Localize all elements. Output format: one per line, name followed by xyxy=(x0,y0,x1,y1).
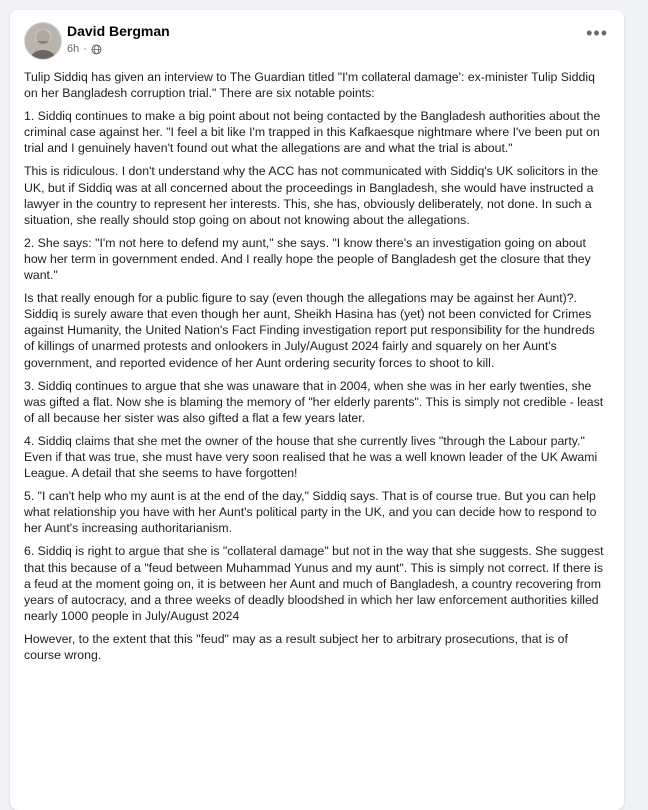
post-paragraph: Is that really enough for a public figure to say (even though the allegations may be against her Aunt)?. Siddiq is surely aware that even though her aunt, Sheikh Hasina has (yet) not been convicted for Crimes against Humanity, the United Nation's Fact Finding investigation report put responsibility for the hundreds of killings of unarmed protests and onlookers in July/August 2024 fairly and squarely on her Aunt's government, and reported evidence of her Aunt ordering security forces to shoot to kill. xyxy=(24,291,595,370)
post-paragraph: However, to the extent that this "feud" may as a result subject her to arbitrary prosecutions, that is of course wrong. xyxy=(24,631,568,662)
post-paragraph: 2. She says: "I'm not here to defend my aunt," she says. "I know there's an investigation going on about how her term in government ended. And I really hope the people of Bangladesh get the closure that they want." xyxy=(24,235,591,283)
post-paragraph: 6. Siddiq is right to argue that she is "collateral damage" but not in the way that she suggests. She suggest that this because of a "feud between Muhammad Yunus and my aunt". This is simply not correct. If there is a feud at the moment going on, it is between her Aunt and much of Bangladesh, a country recovering from years of autocracy, and a three weeks of deadly bloodshed in which her law enforcement authorities killed nearly 1000 people in July/August 2024 xyxy=(24,544,604,623)
author-name[interactable]: David Bergman xyxy=(67,23,170,39)
post-paragraph: 5. "I can't help who my aunt is at the end of the day," Siddiq says. That is of course true. But you can help what relationship you have with her Aunt's political party in the UK, and you can decide how to respond to her Aunt's increasing authoritarianism. xyxy=(24,489,597,536)
post-paragraph: 4. Siddiq claims that she met the owner of the house that she currently lives "through the Labour party." Even if that was true, she must have very soon realised that he was a well known leader of the UK Awami League. A detail that she seems to have forgotten! xyxy=(24,433,598,481)
post-meta xyxy=(67,43,102,55)
post-card xyxy=(10,10,624,810)
avatar[interactable] xyxy=(24,22,62,60)
post-paragraph: 3. Siddiq continues to argue that she was unaware that in 2004, when she was in her early twenties, she was gifted a flat. Now she is blaming the memory of "her elderly parents". This is simply not credible - least of all because her sister was also gifted a flat a few years later. xyxy=(24,378,604,425)
more-options-icon[interactable]: ••• xyxy=(586,23,608,43)
post-paragraph: Tulip Siddiq has given an interview to The Guardian titled "I'm collateral damage': ex-minister Tulip Siddiq on her Bangladesh corruption trial." There are six notable points: xyxy=(24,70,595,101)
post-header xyxy=(10,10,624,66)
post-paragraph: This is ridiculous. I don't understand why the ACC has not communicated with Siddiq's UK solicitors in the UK, but if Siddiq was at all concerned about the proceedings in Bangladesh, she would have instructed a lawyer in the country to represent her interests. This, she has, obviously deliberately, not done. In such a situation, she really should stop going on about not knowing about the allegations. xyxy=(24,164,599,227)
meta-separator: · xyxy=(83,43,87,55)
profile-photo-icon xyxy=(25,23,61,59)
post-text xyxy=(24,69,608,670)
post-timestamp[interactable]: 6h xyxy=(67,43,80,55)
globe-icon xyxy=(91,44,102,55)
post-paragraph: 1. Siddiq continues to make a big point about not being contacted by the Bangladesh authorities about the criminal case against her. "I feel a bit like I'm trapped in this Kafkaesque nightmare where I've been put on trial and I genuinely haven't found out what the allegations are and what the trial is about." xyxy=(24,109,601,156)
